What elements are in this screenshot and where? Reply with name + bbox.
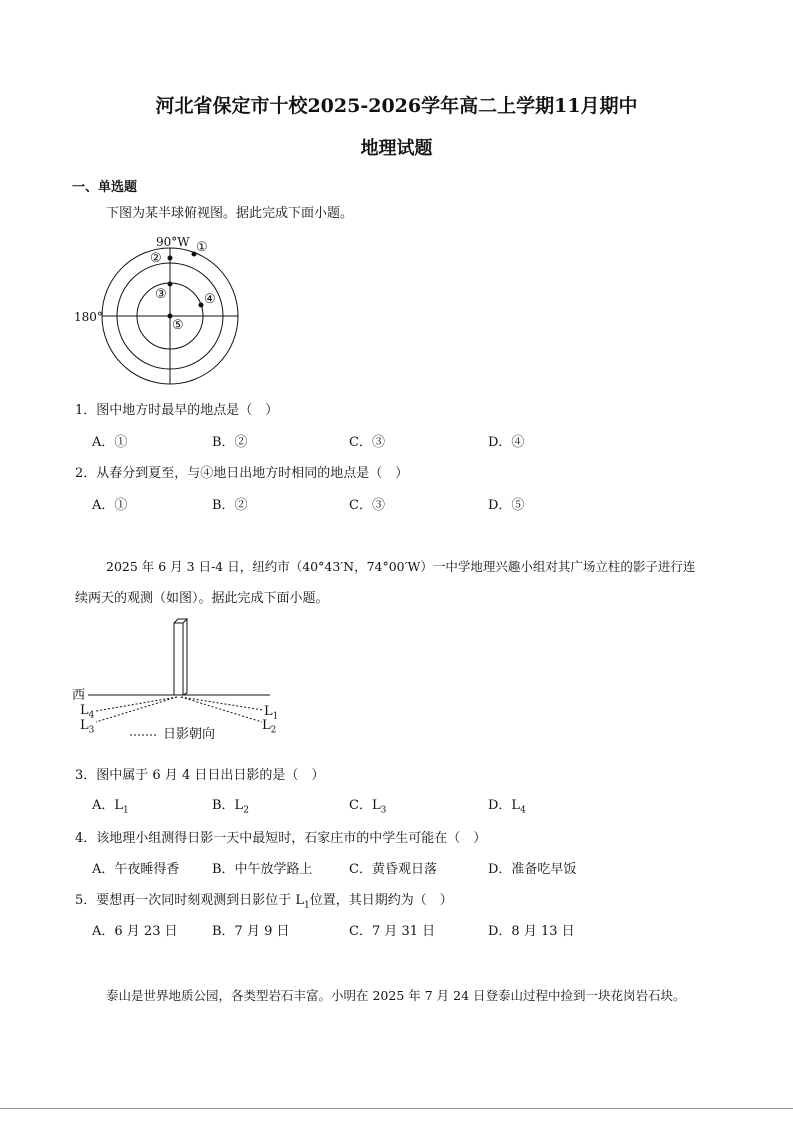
group3-intro: 泰山是世界地质公园，各类型岩石丰富。小明在 2025 年 7 月 24 日登泰山过程中捡到一块花岗岩石块。	[106, 988, 686, 1003]
q1-option-d: D．④	[488, 435, 525, 450]
q4-option-b: B．中午放学路上	[212, 862, 313, 877]
doc-title: 河北省保定市十校2025-2026学年高二上学期11月期中	[155, 95, 638, 117]
label-l1: $L_1$	[264, 704, 279, 722]
q5-stem: 5．要想再一次同时刻观测到日影位于 $L_1$位置，其日期约为（ ）	[75, 893, 453, 911]
west-label: 西	[72, 688, 86, 703]
q3-option-d: D．$L_4$	[488, 798, 526, 816]
label-l4: $L_4$	[80, 703, 95, 721]
q3-option-a: A．$L_1$	[92, 798, 129, 816]
q3-stem: 3．图中属于 6 月 4 日日出日影的是（ ）	[75, 768, 325, 783]
doc-subtitle: 地理试题	[360, 138, 433, 159]
group1-intro: 下图为某半球俯视图。据此完成下面小题。	[106, 206, 354, 221]
q2-option-d: D．⑤	[488, 498, 525, 513]
shadow-diagram	[88, 619, 270, 735]
q3-option-c: C．$L_3$	[349, 798, 387, 816]
legend-shadow-direction: 日影朝向	[163, 727, 216, 742]
point-4-label: ④	[204, 292, 216, 307]
group2-intro-2: 续两天的观测（如图）。据此完成下面小题。	[75, 591, 329, 606]
point-5-label: ⑤	[172, 318, 184, 333]
q2-option-a: A．①	[92, 498, 128, 513]
point-3-label: ③	[155, 287, 167, 302]
label-l3: $L_3$	[80, 718, 95, 736]
q4-option-a: A．午夜睡得香	[92, 862, 180, 877]
q4-stem: 4．该地理小组测得日影一天中最短时，石家庄市的中学生可能在（ ）	[75, 831, 487, 846]
point-2-label: ②	[150, 251, 162, 266]
label-90w: 90°W	[156, 235, 190, 249]
q4-option-c: C．黄昏观日落	[349, 862, 437, 877]
label-180: 180°	[74, 310, 103, 324]
q1-stem: 1．图中地方时最早的地点是（ ）	[75, 403, 279, 418]
page-divider	[0, 1108, 793, 1109]
q2-option-c: C．③	[349, 498, 385, 513]
q4-option-d: D．准备吃早饭	[488, 862, 577, 877]
q3-option-b: B．$L_2$	[212, 798, 249, 816]
q2-option-b: B．②	[212, 498, 248, 513]
q1-option-b: B．②	[212, 435, 248, 450]
label-l2: $L_2$	[262, 718, 277, 736]
point-1-label: ①	[196, 240, 208, 255]
q1-option-a: A．①	[92, 435, 128, 450]
q5-option-b: B．7 月 9 日	[212, 924, 290, 939]
q5-option-d: D．8 月 13 日	[488, 924, 575, 939]
diagram-points	[168, 252, 204, 319]
q5-option-c: C．7 月 31 日	[349, 924, 436, 939]
section-heading: 一、单选题	[72, 180, 138, 195]
group2-intro-1: 2025 年 6 月 3 日-4 日，纽约市（40°43′N，74°00′W）一中学地理兴趣小组对其广场立柱的影子进行连	[106, 559, 696, 574]
q2-stem: 2．从春分到夏至，与④地日出地方时相同的地点是（ ）	[75, 466, 409, 481]
q1-option-c: C．③	[349, 435, 385, 450]
q5-option-a: A．6 月 23 日	[92, 924, 178, 939]
